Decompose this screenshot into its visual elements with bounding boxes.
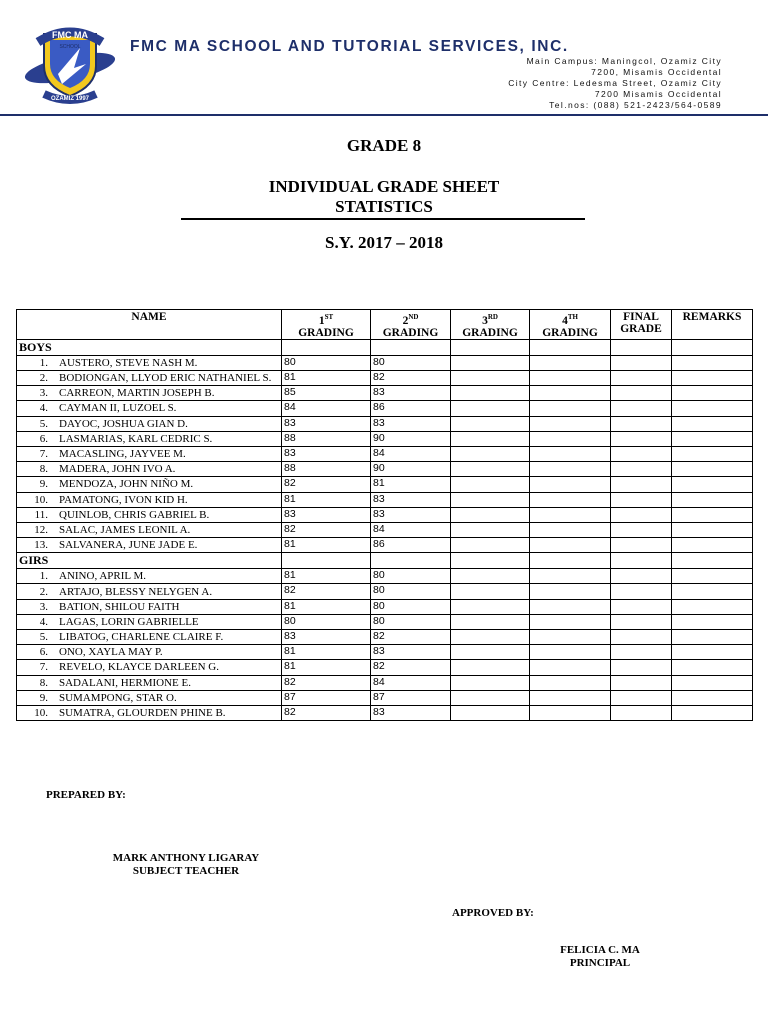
empty-cell xyxy=(672,339,753,355)
student-name: LIBATOG, CHARLENE CLAIRE F. xyxy=(59,631,224,644)
empty-cell xyxy=(672,553,753,569)
student-name: SADALANI, HERMIONE E. xyxy=(59,676,191,689)
grade-1st-cell: 84 xyxy=(282,401,371,416)
grade-2nd-cell: 90 xyxy=(371,431,451,446)
remarks-cell xyxy=(672,492,753,507)
table-row xyxy=(17,614,753,629)
student-number: 3. xyxy=(39,600,48,613)
final-grade-cell xyxy=(611,705,672,720)
grade-1st-cell: 88 xyxy=(282,431,371,446)
remarks-cell xyxy=(672,507,753,522)
student-name: SALAC, JAMES LEONIL A. xyxy=(59,523,191,536)
grade-2nd-cell: 90 xyxy=(371,462,451,477)
grade-4th-cell xyxy=(530,431,611,446)
grade-1st-cell: 82 xyxy=(282,675,371,690)
student-name: BODIONGAN, LLYOD ERIC NATHANIEL S. xyxy=(59,372,272,385)
grade-1st-cell: 83 xyxy=(282,630,371,645)
table-row xyxy=(17,630,753,645)
col-header-grading-4: 4TH GRADING xyxy=(530,310,611,340)
remarks-cell xyxy=(672,675,753,690)
student-number: 13. xyxy=(34,539,48,552)
table-row xyxy=(17,386,753,401)
table-row xyxy=(17,355,753,370)
grade-2nd-cell: 84 xyxy=(371,675,451,690)
grade-2nd-cell: 84 xyxy=(371,446,451,461)
remarks-cell xyxy=(672,462,753,477)
table-row xyxy=(17,645,753,660)
grade-4th-cell xyxy=(530,522,611,537)
student-name-cell xyxy=(17,371,282,386)
grade-3rd-cell xyxy=(451,675,530,690)
student-name-cell xyxy=(17,614,282,629)
grade-3rd-cell xyxy=(451,462,530,477)
empty-cell xyxy=(451,339,530,355)
grade-4th-cell xyxy=(530,371,611,386)
grade-2nd-cell: 80 xyxy=(371,569,451,584)
student-name-cell xyxy=(17,492,282,507)
student-name-cell xyxy=(17,645,282,660)
grade-1st-cell: 83 xyxy=(282,446,371,461)
student-name-cell xyxy=(17,431,282,446)
grade-4th-cell xyxy=(530,386,611,401)
student-name: LASMARIAS, KARL CEDRIC S. xyxy=(59,432,213,445)
student-name-cell xyxy=(17,386,282,401)
student-number: 8. xyxy=(39,463,48,476)
header-divider xyxy=(0,114,768,116)
grade-1st-cell: 81 xyxy=(282,645,371,660)
student-name-cell xyxy=(17,401,282,416)
table-row xyxy=(17,446,753,461)
student-name: REVELO, KLAYCE DARLEEN G. xyxy=(59,661,219,674)
logo-text-bottom: OZAMIZ 1997 xyxy=(50,96,90,102)
grade-1st-cell: 82 xyxy=(282,522,371,537)
prepared-by-title: SUBJECT TEACHER xyxy=(132,865,240,877)
grade-3rd-cell xyxy=(451,416,530,431)
address-line: Main Campus: Maningcol, Ozamiz City xyxy=(526,56,722,66)
student-name: AUSTERO, STEVE NASH M. xyxy=(59,356,198,369)
student-name: DAYOC, JOSHUA GIAN D. xyxy=(59,417,188,430)
grade-2nd-cell: 82 xyxy=(371,630,451,645)
grade-2nd-cell: 83 xyxy=(371,507,451,522)
grade-3rd-cell xyxy=(451,690,530,705)
final-grade-cell xyxy=(611,599,672,614)
table-row xyxy=(17,431,753,446)
grade-1st-cell: 88 xyxy=(282,462,371,477)
logo-text-middle: SCHOOL xyxy=(59,44,81,50)
grade-4th-cell xyxy=(530,477,611,492)
table-row xyxy=(17,599,753,614)
col-header-grading-2: 2ND GRADING xyxy=(371,310,451,340)
grade-title: GRADE 8 xyxy=(346,136,422,155)
student-name-cell xyxy=(17,675,282,690)
remarks-cell xyxy=(672,569,753,584)
student-name: ONO, XAYLA MAY P. xyxy=(59,646,163,659)
remarks-cell xyxy=(672,660,753,675)
grade-2nd-cell: 84 xyxy=(371,522,451,537)
grade-2nd-cell: 80 xyxy=(371,355,451,370)
table-row xyxy=(17,690,753,705)
student-name-cell xyxy=(17,446,282,461)
table-row xyxy=(17,522,753,537)
grade-3rd-cell xyxy=(451,522,530,537)
sheet-subtitle: STATISTICS xyxy=(335,197,433,216)
table-body xyxy=(17,339,753,720)
grade-3rd-cell xyxy=(451,645,530,660)
grade-1st-cell: 80 xyxy=(282,614,371,629)
student-name: SUMATRA, GLOURDEN PHINE B. xyxy=(59,707,226,720)
remarks-cell xyxy=(672,371,753,386)
remarks-cell xyxy=(672,446,753,461)
final-grade-cell xyxy=(611,492,672,507)
final-grade-cell xyxy=(611,584,672,599)
grade-3rd-cell xyxy=(451,431,530,446)
student-number: 11. xyxy=(34,508,48,521)
remarks-cell xyxy=(672,584,753,599)
title-underline xyxy=(181,218,585,220)
student-name-cell xyxy=(17,690,282,705)
table-row xyxy=(17,705,753,720)
group-header-row xyxy=(17,553,753,569)
grade-2nd-cell: 87 xyxy=(371,690,451,705)
student-name-cell xyxy=(17,599,282,614)
grade-4th-cell xyxy=(530,446,611,461)
grade-4th-cell xyxy=(530,507,611,522)
grade-3rd-cell xyxy=(451,660,530,675)
remarks-cell xyxy=(672,386,753,401)
student-name: CAYMAN II, LUZOEL S. xyxy=(59,402,177,415)
remarks-cell xyxy=(672,599,753,614)
grade-3rd-cell xyxy=(451,355,530,370)
grade-4th-cell xyxy=(530,416,611,431)
table-row xyxy=(17,477,753,492)
approved-by-title: PRINCIPAL xyxy=(569,957,631,969)
student-number: 6. xyxy=(39,432,48,445)
table-row xyxy=(17,675,753,690)
empty-cell xyxy=(371,339,451,355)
remarks-cell xyxy=(672,416,753,431)
student-name: QUINLOB, CHRIS GABRIEL B. xyxy=(59,508,210,521)
remarks-cell xyxy=(672,630,753,645)
grade-4th-cell xyxy=(530,690,611,705)
empty-cell xyxy=(530,553,611,569)
grade-4th-cell xyxy=(530,355,611,370)
final-grade-cell xyxy=(611,507,672,522)
grade-4th-cell xyxy=(530,584,611,599)
student-name: BATION, SHILOU FAITH xyxy=(59,600,180,613)
grade-4th-cell xyxy=(530,538,611,553)
student-name-cell xyxy=(17,584,282,599)
grade-3rd-cell xyxy=(451,507,530,522)
grade-2nd-cell: 80 xyxy=(371,584,451,599)
remarks-cell xyxy=(672,538,753,553)
student-name: CARREON, MARTIN JOSEPH B. xyxy=(59,387,215,400)
sheet-title: INDIVIDUAL GRADE SHEET xyxy=(268,177,500,196)
final-grade-cell xyxy=(611,675,672,690)
student-number: 9. xyxy=(39,691,48,704)
final-grade-cell xyxy=(611,690,672,705)
final-grade-cell xyxy=(611,538,672,553)
logo-text-top: FMC MA xyxy=(52,30,88,40)
final-grade-cell xyxy=(611,660,672,675)
address-line: Tel.nos: (088) 521-2423/564-0589 xyxy=(549,100,722,110)
grade-4th-cell xyxy=(530,705,611,720)
grade-4th-cell xyxy=(530,569,611,584)
grade-1st-cell: 80 xyxy=(282,355,371,370)
final-grade-cell xyxy=(611,630,672,645)
final-grade-cell xyxy=(611,522,672,537)
student-number: 10. xyxy=(34,707,48,720)
grade-4th-cell xyxy=(530,401,611,416)
col-header-name: NAME xyxy=(17,310,282,340)
student-number: 10. xyxy=(34,493,48,506)
student-number: 5. xyxy=(39,417,48,430)
address-line: 7200, Misamis Occidental xyxy=(591,67,722,77)
final-grade-cell xyxy=(611,386,672,401)
table-row xyxy=(17,462,753,477)
student-name-cell xyxy=(17,416,282,431)
student-name-cell xyxy=(17,522,282,537)
student-number: 7. xyxy=(39,448,48,461)
student-number: 12. xyxy=(34,523,48,536)
table-row xyxy=(17,371,753,386)
grade-1st-cell: 81 xyxy=(282,492,371,507)
grade-1st-cell: 87 xyxy=(282,690,371,705)
col-header-final-grade: FINAL GRADE xyxy=(611,310,672,340)
student-name-cell xyxy=(17,538,282,553)
table-row xyxy=(17,401,753,416)
table-row xyxy=(17,538,753,553)
remarks-cell xyxy=(672,614,753,629)
grade-3rd-cell xyxy=(451,446,530,461)
grade-2nd-cell: 86 xyxy=(371,401,451,416)
student-number: 8. xyxy=(39,676,48,689)
empty-cell xyxy=(282,553,371,569)
grade-3rd-cell xyxy=(451,492,530,507)
grade-2nd-cell: 82 xyxy=(371,371,451,386)
prepared-by-label: PREPARED BY: xyxy=(46,789,126,801)
grade-2nd-cell: 81 xyxy=(371,477,451,492)
grade-2nd-cell: 83 xyxy=(371,492,451,507)
grade-1st-cell: 81 xyxy=(282,538,371,553)
grade-4th-cell xyxy=(530,492,611,507)
grade-1st-cell: 83 xyxy=(282,416,371,431)
grade-1st-cell: 82 xyxy=(282,477,371,492)
table-row xyxy=(17,416,753,431)
col-header-grading-1: 1ST GRADING xyxy=(282,310,371,340)
school-name: FMC MA SCHOOL AND TUTORIAL SERVICES, INC. xyxy=(130,38,569,55)
table-row xyxy=(17,507,753,522)
empty-cell xyxy=(530,339,611,355)
grade-4th-cell xyxy=(530,675,611,690)
grade-2nd-cell: 80 xyxy=(371,614,451,629)
grade-3rd-cell xyxy=(451,614,530,629)
student-name: MADERA, JOHN IVO A. xyxy=(59,463,176,476)
remarks-cell xyxy=(672,401,753,416)
student-number: 5. xyxy=(39,631,48,644)
student-name: PAMATONG, IVON KID H. xyxy=(59,493,188,506)
student-number: 4. xyxy=(39,402,48,415)
student-number: 1. xyxy=(39,570,48,583)
final-grade-cell xyxy=(611,355,672,370)
approved-by-label: APPROVED BY: xyxy=(452,907,534,919)
final-grade-cell xyxy=(611,645,672,660)
grade-2nd-cell: 82 xyxy=(371,660,451,675)
grade-4th-cell xyxy=(530,599,611,614)
student-name: SALVANERA, JUNE JADE E. xyxy=(59,539,198,552)
group-label: GIRS xyxy=(17,553,282,569)
empty-cell xyxy=(611,339,672,355)
student-number: 9. xyxy=(39,478,48,491)
student-name: SUMAMPONG, STAR O. xyxy=(59,691,177,704)
final-grade-cell xyxy=(611,614,672,629)
student-name-cell xyxy=(17,705,282,720)
final-grade-cell xyxy=(611,569,672,584)
student-name-cell xyxy=(17,507,282,522)
school-logo xyxy=(22,24,118,106)
grade-1st-cell: 81 xyxy=(282,660,371,675)
grade-3rd-cell xyxy=(451,705,530,720)
grade-3rd-cell xyxy=(451,386,530,401)
final-grade-cell xyxy=(611,431,672,446)
remarks-cell xyxy=(672,355,753,370)
approved-by-name: FELICIA C. MA xyxy=(560,944,640,956)
empty-cell xyxy=(282,339,371,355)
grade-1st-cell: 81 xyxy=(282,371,371,386)
grade-1st-cell: 83 xyxy=(282,507,371,522)
remarks-cell xyxy=(672,705,753,720)
grade-table xyxy=(16,309,753,721)
school-year: S.Y. 2017 – 2018 xyxy=(325,233,443,252)
student-number: 2. xyxy=(39,372,48,385)
address-line: 7200 Misamis Occidental xyxy=(594,89,722,99)
col-header-grading-3: 3RD GRADING xyxy=(451,310,530,340)
remarks-cell xyxy=(672,690,753,705)
grade-4th-cell xyxy=(530,614,611,629)
grade-3rd-cell xyxy=(451,569,530,584)
address-line: City Centre: Ledesma Street, Ozamiz City xyxy=(508,78,722,88)
final-grade-cell xyxy=(611,446,672,461)
grade-2nd-cell: 83 xyxy=(371,705,451,720)
group-header-row xyxy=(17,339,753,355)
grade-2nd-cell: 83 xyxy=(371,416,451,431)
col-header-remarks: REMARKS xyxy=(672,310,753,340)
student-name-cell xyxy=(17,569,282,584)
empty-cell xyxy=(451,553,530,569)
grade-3rd-cell xyxy=(451,630,530,645)
student-name-cell xyxy=(17,462,282,477)
grade-1st-cell: 81 xyxy=(282,599,371,614)
grade-3rd-cell xyxy=(451,401,530,416)
student-number: 3. xyxy=(39,387,48,400)
student-name-cell xyxy=(17,355,282,370)
student-name: ANINO, APRIL M. xyxy=(59,570,146,583)
final-grade-cell xyxy=(611,371,672,386)
student-name: LAGAS, LORIN GABRIELLE xyxy=(59,615,199,628)
final-grade-cell xyxy=(611,462,672,477)
student-number: 4. xyxy=(39,615,48,628)
empty-cell xyxy=(611,553,672,569)
grade-2nd-cell: 83 xyxy=(371,386,451,401)
grade-3rd-cell xyxy=(451,584,530,599)
final-grade-cell xyxy=(611,401,672,416)
grade-4th-cell xyxy=(530,660,611,675)
remarks-cell xyxy=(672,431,753,446)
student-number: 6. xyxy=(39,646,48,659)
table-header-row xyxy=(17,310,753,340)
table-row xyxy=(17,584,753,599)
grade-4th-cell xyxy=(530,630,611,645)
student-number: 2. xyxy=(39,585,48,598)
final-grade-cell xyxy=(611,416,672,431)
grade-1st-cell: 82 xyxy=(282,584,371,599)
student-name-cell xyxy=(17,630,282,645)
grade-3rd-cell xyxy=(451,599,530,614)
student-number: 1. xyxy=(39,356,48,369)
grade-1st-cell: 85 xyxy=(282,386,371,401)
student-name-cell xyxy=(17,660,282,675)
grade-1st-cell: 82 xyxy=(282,705,371,720)
table-row xyxy=(17,492,753,507)
student-name: MACASLING, JAYVEE M. xyxy=(59,448,186,461)
grade-2nd-cell: 83 xyxy=(371,645,451,660)
student-number: 7. xyxy=(39,661,48,674)
remarks-cell xyxy=(672,522,753,537)
table-row xyxy=(17,660,753,675)
remarks-cell xyxy=(672,477,753,492)
table-row xyxy=(17,569,753,584)
grade-4th-cell xyxy=(530,645,611,660)
student-name: ARTAJO, BLESSY NELYGEN A. xyxy=(59,585,213,598)
grade-4th-cell xyxy=(530,462,611,477)
final-grade-cell xyxy=(611,477,672,492)
student-name-cell xyxy=(17,477,282,492)
grade-2nd-cell: 80 xyxy=(371,599,451,614)
remarks-cell xyxy=(672,645,753,660)
prepared-by-name: MARK ANTHONY LIGARAY xyxy=(112,852,260,864)
empty-cell xyxy=(371,553,451,569)
student-name: MENDOZA, JOHN NIÑO M. xyxy=(59,478,194,491)
grade-3rd-cell xyxy=(451,538,530,553)
grade-3rd-cell xyxy=(451,371,530,386)
grade-1st-cell: 81 xyxy=(282,569,371,584)
group-label: BOYS xyxy=(17,339,282,355)
grade-3rd-cell xyxy=(451,477,530,492)
grade-2nd-cell: 86 xyxy=(371,538,451,553)
